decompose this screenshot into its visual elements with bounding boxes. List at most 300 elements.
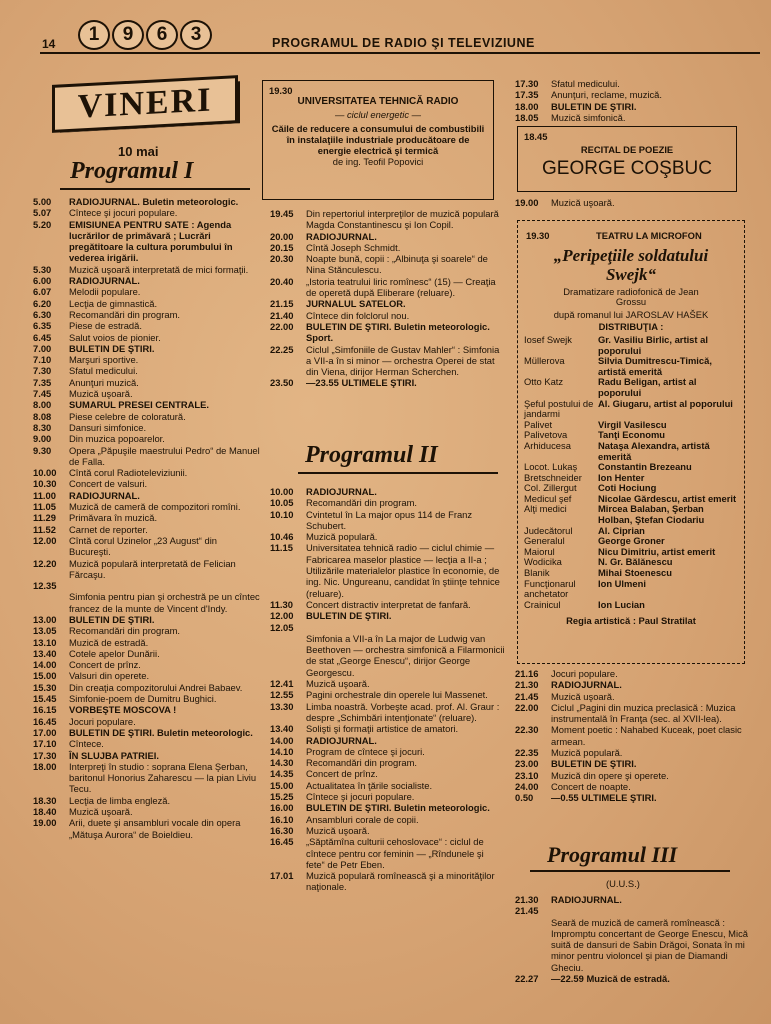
item-text: Sfatul medicului. <box>69 365 138 377</box>
item-text: —23.55 ULTIMELE ŞTIRI. <box>306 377 417 389</box>
item-time: 16.45 <box>270 836 294 848</box>
column-2-bottom <box>270 486 505 893</box>
item-text: Simfonia a VII-a în La major de Ludwig van Beethoven — orchestra simfonică a Filarmonicii de stat „George Enescu“, dirijor George Georgescu. <box>306 632 505 678</box>
item-text <box>69 580 261 591</box>
cast-role: Palivet <box>524 418 553 430</box>
item-text: RADIOJURNAL. <box>306 486 377 497</box>
cast-actor: Al. Giugaru, artist al poporului <box>598 397 733 409</box>
list-item <box>270 310 505 321</box>
list-item <box>33 693 261 704</box>
item-text: JURNALUL SATELOR. <box>306 298 406 310</box>
cast-role: Otto Katz <box>524 376 564 388</box>
item-text: Ciclul „Simfoniile de Gustav Mahler“ : Simfonia a VII-a în si minor — orchestra Operei de stat din Viena, dirijor Herman Scherchen. <box>306 343 500 378</box>
item-time: 24.00 <box>515 780 539 792</box>
date-label: 10 mai <box>118 144 159 159</box>
after-recital: 19.00 Muzică uşoară. <box>515 197 615 208</box>
item-text: Muzică uşoară. <box>69 388 133 400</box>
year-badge <box>78 20 212 50</box>
item-text: Recomandări din program. <box>69 625 180 637</box>
item-text: Universitatea tehnică radio — ciclul chimie — Fabricarea maselor plastice — lecţia a II-a ; Utilizările materialelor plastice în economie, de ing. Nic. Ungureanu, candidat în ştiinţe tehnice (reluare). <box>306 542 500 599</box>
list-item <box>33 377 261 388</box>
item-text: RADIOJURNAL. <box>551 894 622 905</box>
program3-title: Programul III <box>547 842 678 867</box>
item-time: 7.30 <box>33 365 52 377</box>
list-item <box>270 344 505 378</box>
item-text: BULETIN DE ŞTIRI. <box>551 758 637 770</box>
item-text: RADIOJURNAL. <box>306 230 377 242</box>
list-item <box>515 894 750 905</box>
cast-actor: Radu Beligan, artist al poporului <box>598 376 697 398</box>
list-item <box>33 422 261 433</box>
list-item <box>33 365 261 376</box>
list-item <box>515 101 750 112</box>
item-time: 17.00 <box>33 726 57 738</box>
item-text: Interpreţi în studio : soprana Elena Şerban, baritonul Honorius Zaharescu — la pian Liviu Tecu. <box>69 760 257 795</box>
cast-row <box>524 377 738 398</box>
program3-underline <box>530 870 730 872</box>
cast-actor: Mihai Stoenescu <box>598 567 672 579</box>
list-item <box>33 580 261 591</box>
item-text: „Istoria teatrului liric romînesc“ (15) — Creaţia de operetă după Eliberare (reluare). <box>306 275 496 299</box>
item-text: Concert de noapte. <box>551 780 631 792</box>
item-time: 5.20 <box>33 218 52 230</box>
list-item <box>33 286 261 297</box>
year-digit: 9 <box>112 20 144 50</box>
item-text: Solişti şi formaţii artistice de amatori. <box>306 723 459 735</box>
item-text: VORBEŞTE MOSCOVA ! <box>69 704 177 716</box>
theatre-direction: Regia artistică : Paul Stratilat <box>566 615 696 627</box>
item-text: RADIOJURNAL. <box>69 489 140 501</box>
item-text: Simfonia pentru pian şi orchestră pe un cîntec francez de la munte de Vincent d'Indy. <box>69 591 260 614</box>
item-text: Dansuri simfonice. <box>69 421 147 433</box>
list-item <box>33 501 261 512</box>
item-time: 6.35 <box>33 320 52 332</box>
item-text: Seară de muzică de cameră romînească : Impromptu concertant de George Enescu, Mică suită de dansuri de Sabin Drăgoi, Sonata în mi minor pentru violoncel şi pian de Diamandi Gheciu. <box>551 916 748 973</box>
list-item <box>33 817 261 840</box>
year-digit: 3 <box>180 20 212 50</box>
cast-role: Blanik <box>524 567 550 579</box>
item-text: BULETIN DE ŞTIRI. Buletin meteorologic. Sport. <box>306 320 490 344</box>
recital-time: 18.45 <box>524 131 548 142</box>
list-item <box>515 781 750 792</box>
list-item <box>33 806 261 817</box>
list-item <box>515 770 750 781</box>
item-time: 9.00 <box>33 433 52 445</box>
recital-title: RECITAL DE POEZIE <box>580 144 674 155</box>
list-item <box>270 486 505 497</box>
item-time: 15.25 <box>270 791 294 803</box>
item-text: —0.55 ULTIMELE ŞTIRI. <box>551 792 657 804</box>
item-text: Muzică populară. <box>551 747 623 759</box>
item-time: 16.15 <box>33 704 57 716</box>
item-text: Concert de prînz. <box>306 768 378 780</box>
item-time: 15.45 <box>33 693 57 705</box>
item-text: RADIOJURNAL. Buletin meteorologic. <box>69 196 239 207</box>
item-time: 17.35 <box>515 89 539 101</box>
list-item <box>33 704 261 715</box>
list-item <box>515 679 750 690</box>
item-text: BULETIN DE ŞTIRI. Buletin meteorologic. <box>306 802 490 814</box>
list-item <box>515 112 750 123</box>
list-item <box>270 298 505 309</box>
theatre-source: după romanul lui JAROSLAV HAŠEK <box>553 308 709 320</box>
item-time: 17.30 <box>33 749 57 761</box>
item-text: Muzică uşoară. <box>306 824 370 836</box>
item-text: Muzică populară romînească şi a minorităţilor naţionale. <box>306 870 495 893</box>
list-item <box>270 768 505 779</box>
cast-actor: Nataşa Alexandra, artistă emerită <box>598 439 710 462</box>
list-item <box>270 509 505 532</box>
cast-role: Wodicika <box>524 556 562 568</box>
item-time: 11.05 <box>33 501 56 513</box>
item-time: 18.30 <box>33 794 57 806</box>
item-text: Din muzica popoarelor. <box>69 433 165 445</box>
list-item <box>33 343 261 354</box>
item-time: 9.30 <box>33 444 52 456</box>
item-text: Muzică simfonică. <box>551 111 626 123</box>
list-item <box>515 702 750 725</box>
list-item <box>33 298 261 309</box>
item-text: Lecţia de limba engleză. <box>69 794 171 806</box>
list-item <box>33 524 261 535</box>
item-text: Concert de prînz. <box>69 659 141 671</box>
item-text: Ansambluri corale de copii. <box>306 813 419 825</box>
item-text: Jocuri populare. <box>551 668 618 679</box>
item-time: 20.40 <box>270 275 294 287</box>
list-item <box>515 973 750 984</box>
item-text: Simfonie-poem de Dumitru Bughici. <box>69 693 217 705</box>
cast-label: DISTRIBUŢIA : <box>598 321 664 333</box>
column-1 <box>33 196 261 840</box>
list-item <box>270 814 505 825</box>
cast-actor: Constantin Brezeanu <box>598 461 692 473</box>
cast-actor: Ion Ulmeni <box>598 577 646 589</box>
cast-row <box>524 441 738 462</box>
day-label: VINERI <box>52 75 238 133</box>
item-time: 16.00 <box>270 802 294 814</box>
list-item <box>270 723 505 734</box>
item-time: 13.30 <box>270 700 294 712</box>
item-time: 23.50 <box>270 377 294 389</box>
recital-box <box>517 126 737 192</box>
list-item <box>33 716 261 727</box>
program1-title: Programul I <box>70 158 194 184</box>
item-text: Cîntă Joseph Schmidt. <box>306 241 401 253</box>
item-time: 23.00 <box>515 758 539 770</box>
list-item <box>33 445 261 468</box>
list-item <box>270 836 505 870</box>
item-time: 14.10 <box>270 745 294 757</box>
page-number: 14 <box>42 37 56 51</box>
item-text: Piese celebre de coloratură. <box>69 410 186 422</box>
cast-role: Şeful postului de jandarmi <box>524 397 594 420</box>
item-time: 10.05 <box>270 497 294 509</box>
item-time: 8.08 <box>33 410 52 422</box>
item-time: 18.40 <box>33 806 57 818</box>
list-item <box>33 219 261 264</box>
list-item <box>515 78 750 89</box>
column-3-top <box>515 78 750 123</box>
list-item <box>270 599 505 610</box>
list-item <box>270 701 505 724</box>
list-item <box>515 905 750 916</box>
program1-underline <box>60 188 250 190</box>
list-item <box>270 276 505 299</box>
item-text: BULETIN DE ŞTIRI. Buletin meteorologic. <box>69 726 253 738</box>
cast-role: Arhiducesa <box>524 439 571 451</box>
item-text: Carnet de reporter. <box>69 523 148 535</box>
list-item <box>270 825 505 836</box>
item-text: RADIOJURNAL. <box>551 679 622 691</box>
list-item <box>270 746 505 757</box>
list-item <box>33 750 261 761</box>
item-time: 18.05 <box>515 111 539 123</box>
item-text: Ciclul „Pagini din muzica preclasică : Muzica instrumentală în Franţa (sec. al XVII-lea). <box>551 701 736 725</box>
cast-row <box>524 399 738 420</box>
list-item <box>33 795 261 806</box>
item-text <box>551 905 750 916</box>
item-time: 21.45 <box>515 690 539 702</box>
cast-row <box>524 600 738 611</box>
item-text: Muzică uşoară. <box>69 806 133 818</box>
list-item <box>33 738 261 749</box>
box-author: de ing. Teofil Popovici <box>332 156 424 167</box>
item-text: RADIOJURNAL. <box>69 275 140 287</box>
item-text: Cîntece şi jocuri populare. <box>306 791 415 803</box>
item-text: BULETIN DE ŞTIRI. <box>69 342 155 354</box>
cast-actor: Al. Ciprian <box>598 524 645 536</box>
item-text: BULETIN DE ŞTIRI. <box>551 100 637 112</box>
cast-actor: Silvia Dumitrescu-Timică, artistă emerită <box>598 355 712 377</box>
list-item <box>270 757 505 768</box>
item-time: 19.00 <box>33 817 57 829</box>
list-item <box>270 791 505 802</box>
program2-underline <box>298 472 498 474</box>
item-text: Cîntă corul Uzinelor „23 August“ din Bucureşti. <box>69 534 217 558</box>
item-text: Anunţuri muzică. <box>69 376 139 388</box>
box-text: Căile de reducere a consumului de combustibili în instalaţiile industriale producătoare de energie electrică şi termică <box>271 123 485 156</box>
list-item <box>270 542 505 598</box>
list-item <box>270 253 505 276</box>
column-3-program3 <box>515 894 750 984</box>
list-item <box>270 622 505 633</box>
cast-role: Funcţionarul anchetator <box>524 577 576 600</box>
list-item <box>33 670 261 681</box>
list-item <box>270 321 505 344</box>
item-text: Program de cîntece şi jocuri. <box>306 745 425 757</box>
box-subtitle: — ciclul energetic — <box>335 109 421 120</box>
item-time: 21.16 <box>515 668 539 679</box>
item-time <box>270 633 306 678</box>
cast-actor: Ion Henter <box>598 471 645 483</box>
list-item <box>515 691 750 702</box>
list-item <box>515 89 750 100</box>
item-time: 5.30 <box>33 263 52 275</box>
day-banner <box>50 80 250 128</box>
list-item <box>270 610 505 621</box>
item-text: Cîntece din folclorul nou. <box>306 309 410 321</box>
list-item <box>33 309 261 320</box>
list-item <box>33 399 261 410</box>
item-text: Salut voios de pionier. <box>69 331 161 343</box>
item-text: RADIOJURNAL. <box>306 734 377 746</box>
item-text: Din repertoriul interpreţilor de muzică populară Magda Constantinescu şi Ion Copil. <box>306 208 499 231</box>
item-time: 5.07 <box>33 207 52 219</box>
item-text: Muzică uşoară interpretată de mici formaţii. <box>69 263 249 275</box>
item-time: 10.00 <box>33 467 57 479</box>
item-text: Melodii populare. <box>69 286 141 298</box>
list-item <box>270 678 505 689</box>
item-text: Noapte bună, copii : „Albinuţa şi soarele“ de Nina Stănculescu. <box>306 253 488 276</box>
cast-role: Medicul şef <box>524 492 572 504</box>
list-item <box>515 917 750 973</box>
item-time: 11.52 <box>33 523 56 535</box>
item-time: 6.45 <box>33 331 52 343</box>
item-text: Recomandări din program. <box>306 757 417 769</box>
item-time: 12.05 <box>270 621 294 633</box>
item-text: Recomandări din program. <box>306 497 417 509</box>
item-time: 12.55 <box>270 689 294 701</box>
item-text: Muzică uşoară. <box>551 690 615 702</box>
list-item <box>33 648 261 659</box>
item-text: Muzică de estradă. <box>69 636 149 648</box>
item-time: 17.30 <box>515 78 539 89</box>
item-text: Cîntă corul Radioteleviziunii. <box>69 467 188 479</box>
item-text: BULETIN DE ŞTIRI. <box>69 613 155 625</box>
list-item <box>270 802 505 813</box>
theatre-box <box>517 220 745 664</box>
item-text: Actualitatea în ţările socialiste. <box>306 779 433 791</box>
item-time: 13.40 <box>33 647 57 659</box>
cast-actor: Virgil Vasilescu <box>598 418 667 430</box>
list-item <box>515 792 750 803</box>
item-time: 5.00 <box>33 196 52 207</box>
column-3-bottom <box>515 668 750 804</box>
program3-sub: (U.U.S.) <box>606 878 640 889</box>
item-time: 21.30 <box>515 894 539 905</box>
cast-role: Generalul <box>524 535 565 547</box>
item-time: 19.45 <box>270 208 294 219</box>
cast-role: Judecătorul <box>524 524 573 536</box>
item-time: 10.30 <box>33 478 57 490</box>
item-text: ÎN SLUJBA PATRIEI. <box>69 749 159 761</box>
item-time: 6.07 <box>33 286 52 298</box>
list-item <box>33 637 261 648</box>
item-text: „Săptămîna culturii cehoslovace“ : ciclul de cîntece pentru cor feminin — „Rîndunele şi fete“ de Petr Eben. <box>306 836 484 870</box>
list-item <box>270 689 505 700</box>
list-item <box>270 780 505 791</box>
cast-row <box>524 579 738 600</box>
item-time: 6.00 <box>33 275 52 287</box>
item-text: Moment poetic : Nahabed Kuceak, poet clasic armean. <box>551 724 742 747</box>
cast-role: Bretschneider <box>524 471 582 483</box>
item-text: EMISIUNEA PENTRU SATE : Agenda lucrărilor de primăvară ; Lucrări pregătitoare la cultura porumbului în vederea irigării. <box>69 218 233 264</box>
cast-actor: Gr. Vasiliu Birlic, artist al poporului <box>598 333 708 356</box>
list-item <box>33 478 261 489</box>
item-time: 22.00 <box>270 320 294 332</box>
item-text: Opera „Păpuşile maestrului Pedro“ de Manuel de Falla. <box>69 444 260 467</box>
item-time: 20.00 <box>270 230 294 242</box>
list-item <box>33 591 261 614</box>
item-time: 14.00 <box>33 659 57 671</box>
program2-title: Programul II <box>305 442 438 468</box>
list-item <box>33 535 261 558</box>
item-text: Din creaţia compozitorului Andrei Babaev. <box>69 681 243 693</box>
item-text: Concert de valsuri. <box>69 478 148 490</box>
page-title: PROGRAMUL DE RADIO ŞI TELEVIZIUNE <box>272 36 535 50</box>
item-time: 22.27 <box>515 973 539 985</box>
list-item <box>33 264 261 275</box>
item-time: 6.30 <box>33 308 52 320</box>
list-item <box>33 659 261 670</box>
cast-row <box>524 356 738 377</box>
item-time: 7.00 <box>33 342 52 354</box>
list-item <box>515 668 750 679</box>
item-time: 7.35 <box>33 376 52 388</box>
item-text: Arii, duete şi ansambluri vocale din opera „Mătuşa Aurora“ de Boieldieu. <box>69 817 241 840</box>
item-text: Piese de estradă. <box>69 320 142 332</box>
item-time: 14.30 <box>270 757 294 769</box>
list-item <box>270 377 505 388</box>
item-text: Cvintetul în La major opus 114 de Franz Schubert. <box>306 508 473 531</box>
list-item <box>33 614 261 625</box>
list-item <box>33 467 261 478</box>
item-text: Jocuri populare. <box>69 715 136 727</box>
item-time: 11.29 <box>33 512 56 524</box>
item-time: 21.15 <box>270 298 294 310</box>
item-time: 21.40 <box>270 309 294 321</box>
item-text: Limba noastră. Vorbeşte acad. prof. Al. Graur : despre „Schimbări intenţionate“ (reluare). <box>306 700 500 723</box>
item-text: Cîntece şi jocuri populare. <box>69 207 178 219</box>
item-time: 13.40 <box>270 723 294 735</box>
year-digit: 6 <box>146 20 178 50</box>
item-time: 20.15 <box>270 241 294 253</box>
item-time: 10.00 <box>270 486 294 497</box>
list-item <box>515 724 750 747</box>
cast-actor: Ion Lucian <box>598 598 645 610</box>
item-time: 16.30 <box>270 824 294 836</box>
item-text: Pagini orchestrale din operele lui Massenet. <box>306 689 488 701</box>
list-item <box>33 727 261 738</box>
list-item <box>515 747 750 758</box>
cast-actor: Nicu Dimitriu, artist emerit <box>598 545 716 557</box>
item-text: Muzică populară interpretată de Felician Fărcaşu. <box>69 557 236 580</box>
list-item <box>33 332 261 343</box>
item-time: 13.00 <box>33 613 57 625</box>
cast-actor: N. Gr. Bălănescu <box>598 556 673 568</box>
item-time: 7.45 <box>33 388 52 400</box>
item-time <box>33 591 69 614</box>
list-item <box>33 761 261 795</box>
list-item <box>33 207 261 218</box>
item-time: 12.35 <box>33 580 57 592</box>
theatre-play: „Peripeţiile soldatului Swejk“ <box>553 245 709 284</box>
item-time: 21.45 <box>515 905 539 917</box>
list-item <box>33 558 261 581</box>
item-time: 22.25 <box>270 343 294 355</box>
box-title: UNIVERSITATEA TEHNICĂ RADIO <box>297 96 459 107</box>
item-text: Anunţuri, reclame, muzică. <box>551 89 662 101</box>
list-item <box>270 497 505 508</box>
list-item <box>33 625 261 636</box>
item-time: 7.10 <box>33 354 52 366</box>
list-item <box>33 275 261 286</box>
item-text: Cotele apelor Dunării. <box>69 647 160 659</box>
item-time: 15.30 <box>33 681 57 693</box>
item-time: 8.00 <box>33 399 52 411</box>
item-time: 12.00 <box>270 610 294 622</box>
item-time: 13.10 <box>33 636 57 648</box>
